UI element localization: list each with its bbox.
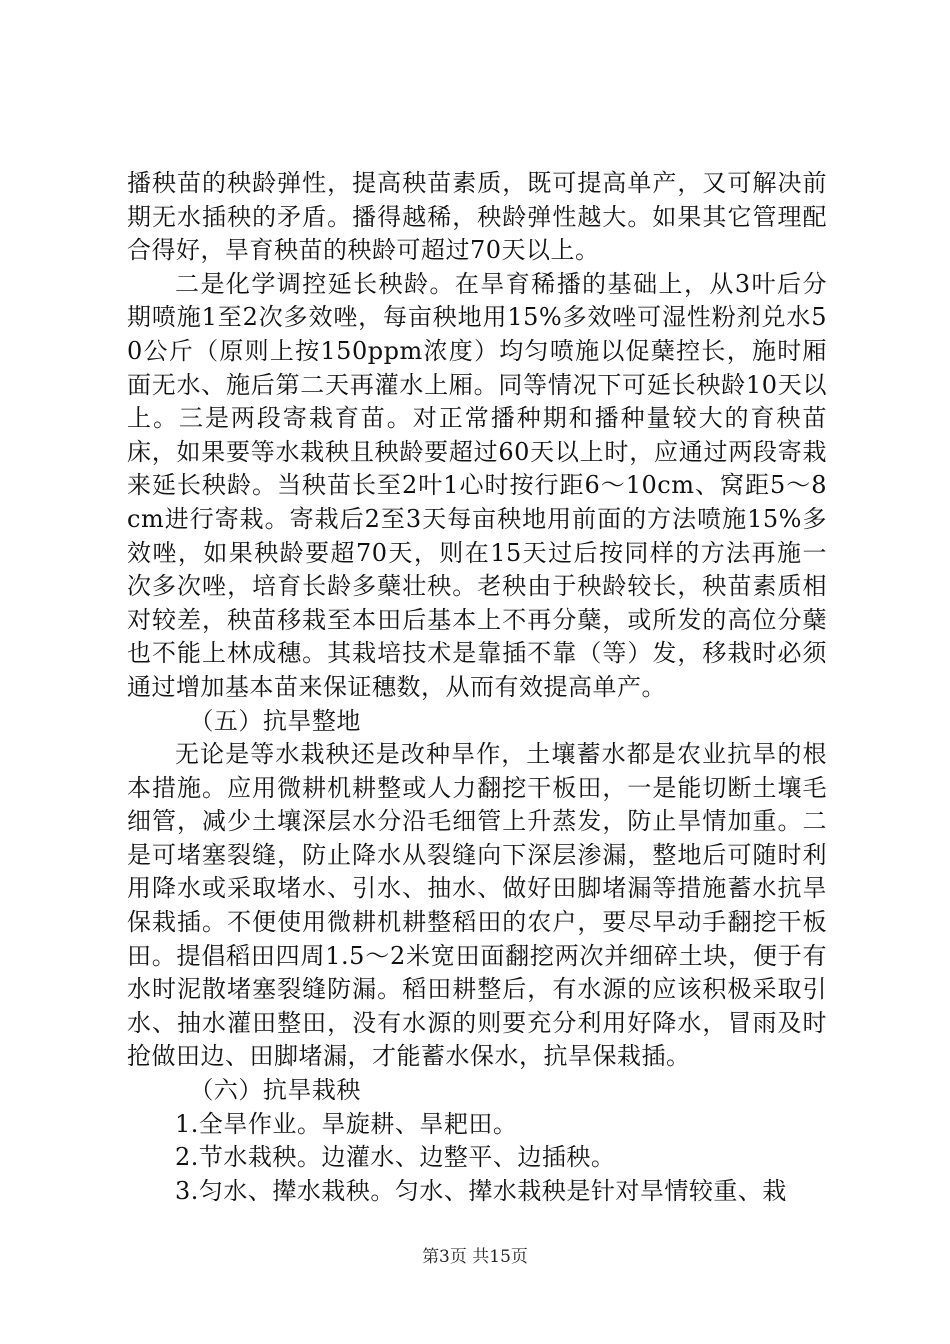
section-heading-5: （五）抗旱整地 — [189, 706, 361, 735]
section-heading-6: （六）抗旱栽秧 — [189, 1076, 361, 1105]
list-item-2: 2.节水栽秧。边灌水、边整平、边插秧。 — [175, 1143, 616, 1172]
document-body — [127, 167, 827, 1208]
paragraph-continuation: 播秧苗的秧龄弹性，提高秧苗素质，既可提高单产，又可解决前期无水插秧的矛盾。播得越稀，秧龄弹性越大。如果其它管理配合得好，旱育秧苗的秧龄可超过70天以上。 — [127, 169, 827, 265]
list-item-3: 3.匀水、撵水栽秧。匀水、撵水栽秧是针对旱情较重、栽 — [175, 1176, 787, 1205]
paragraph-chemical-control: 二是化学调控延长秧龄。在旱育稀播的基础上，从3叶后分期喷施1至2次多效唑，每亩秧地用15%多效唑可湿性粉剂兑水50公斤（原则上按150ppm浓度）均匀喷施以促蘖控长，施时厢面无水、施后第二天再灌水上厢。同等情况下可延长秧龄10天以上。三是两段寄栽育苗。对正常播种期和播种量较大的育秧苗床，如果要等水栽秧且秧龄要超过60天以上时，应通过两段寄栽来延长秧龄。当秧苗长至2叶1心时按行距6～10cm、窝距5～8cm进行寄栽。寄栽后2至3天每亩秧地用前面的方法喷施15%多效唑，如果秧龄要超70天，则在15天过后按同样的方法再施一次多次唑，培育长龄多蘖壮秧。老秧由于秧龄较长，秧苗素质相对较差，秧苗移栽至本田后基本上不再分蘖，或所发的高位分蘖也不能上林成穗。其栽培技术是靠插不靠（等）发，移栽时必须通过增加基本苗来保证穗数，从而有效提高单产。 — [127, 269, 827, 701]
paragraph-land-preparation: 无论是等水栽秧还是改种旱作，土壤蓄水都是农业抗旱的根本措施。应用微耕机耕整或人力翻挖干板田，一是能切断土壤毛细管，减少土壤深层水分沿毛细管上升蒸发，防止旱情加重。二是可堵塞裂缝，防止降水从裂缝向下深层渗漏，整地后可随时利用降水或采取堵水、引水、抽水、做好田脚堵漏等措施蓄水抗旱保栽插。不便使用微耕机耕整稻田的农户，要尽早动手翻挖干板田。提倡稻田四周1.5～2米宽田面翻挖两次并细碎土块，便于有水时泥散堵塞裂缝防漏。稻田耕整后，有水源的应该积极采取引水、抽水灌田整田，没有水源的则要充分利用好降水，冒雨及时抢做田边、田脚堵漏，才能蓄水保水，抗旱保栽插。 — [127, 740, 827, 1071]
page-footer: 第3页 共15页 — [422, 1247, 528, 1267]
list-item-1: 1.全旱作业。旱旋耕、旱耙田。 — [175, 1109, 518, 1138]
